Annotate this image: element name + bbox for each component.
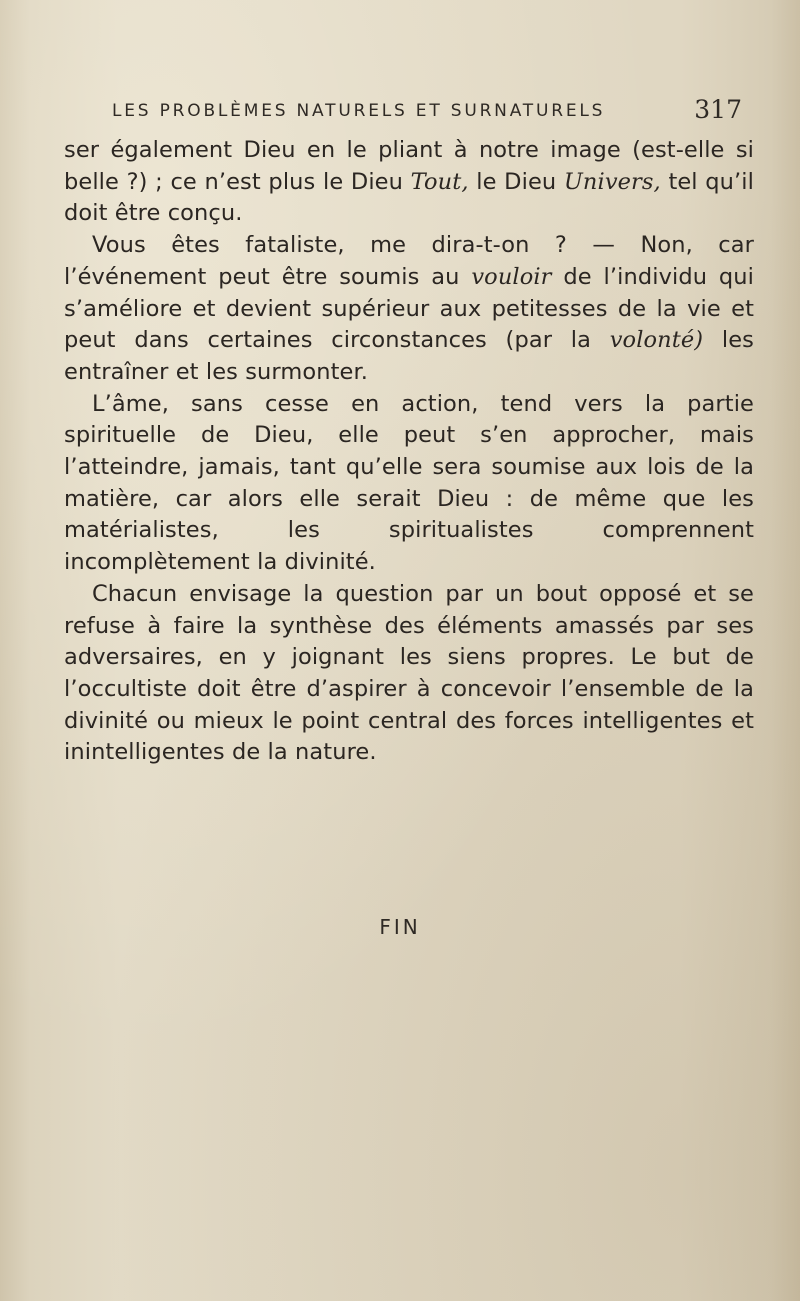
body-text	[64, 135, 754, 769]
text-run: ser également Dieu en le pliant à notre image (est-elle si belle ?) ; ce n’est plus le Dieu	[64, 137, 754, 195]
text-run: tel qu’il doit être conçu.	[64, 168, 754, 227]
paragraph	[64, 230, 754, 389]
text-run: Vous êtes fataliste, me dira-t-on ? — Non, car l’événement peut être soumis au	[64, 232, 754, 290]
italic-run: vouloir	[471, 263, 552, 290]
text-run: L’âme, sans cesse en action, tend vers la partie spirituelle de Dieu, elle peut s’en approcher, mais l’atteindre, jamais, tant qu’elle sera soumise aux lois de la matière, car alors elle serait Dieu : de même que les matérialistes, les spiritualistes comprennent incomplètement la divinité.	[64, 390, 754, 576]
italic-run: volonté)	[609, 327, 704, 354]
page-number: 317	[694, 95, 742, 124]
running-head	[112, 95, 752, 127]
italic-run: Univers,	[563, 168, 661, 195]
italic-run: Tout,	[410, 168, 469, 195]
running-title: LES PROBLÈMES NATURELS ET SURNATURELS	[112, 101, 606, 121]
text-run: les entraîner et les surmonter.	[64, 327, 755, 385]
paragraph	[64, 579, 754, 769]
text-run: le Dieu	[468, 168, 564, 195]
text-run: de l’individu qui s’améliore et devient supérieur aux petitesses de la vie et peut dans certaines circonstances (par la	[64, 263, 754, 354]
paragraph	[64, 389, 754, 579]
end-mark: FIN	[379, 915, 421, 939]
text-run: Chacun envisage la question par un bout opposé et se refuse à faire la synthèse des éléments amassés par ses adversaires, en y joignant les siens propres. Le but de l’occultiste doit être d’aspirer à concevoir l’ensemble de la divinité ou mieux le point central des forces intelligentes et inintelligentes de la nature.	[64, 580, 754, 766]
paragraph	[64, 135, 754, 230]
